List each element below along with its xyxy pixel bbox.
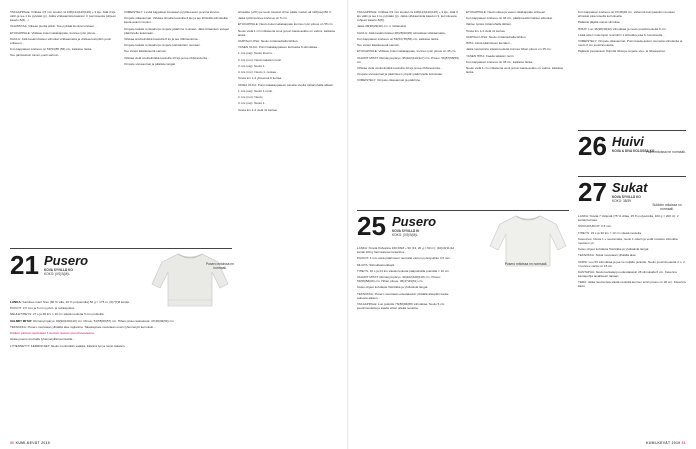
paragraph: silmukka (+KK) ja neulo toiseksi viime pääle merkin all 120(lus)150 3. bbox=[238, 10, 332, 14]
paragraph: ETUKAPPALE: Neulo oikea ja vasen olkakappale erikseen. bbox=[466, 10, 547, 14]
gauge-text: TIHEYS: 23 s ja 30 krs = 10 cm sileää neuletta. bbox=[578, 230, 642, 235]
paragraph: Neulo vielä 1 cm mittaisena sivut ja kun kaula-aukko on valmis, katkaise lanka. bbox=[238, 28, 336, 37]
paragraph: 3. krs (oiq): Neulo 1. bbox=[238, 101, 266, 106]
image-caption: Pusero mitoissa nn normaali. bbox=[205, 262, 235, 271]
sizes-text bbox=[10, 319, 232, 323]
paragraph: Ompele kaitale rentoaksi ja ompele kainaloiden reunaan. bbox=[124, 43, 201, 48]
pattern-title: Pusero bbox=[44, 253, 89, 268]
paragraph: Tee toinen käänteisenä samoin. bbox=[124, 49, 167, 54]
pattern-subtitle: KOVA SYVILLÄ KI bbox=[392, 229, 420, 233]
pattern-number: 27 bbox=[578, 177, 607, 207]
paragraph: Toista krs 1-4 yhteensä 6 kertaa. bbox=[238, 76, 283, 81]
paragraph: Ompele olkasaumat. Virkkaa ohuella koukulla 6 kjs ja tee kiinteillä silmukoilla kaula-aukon reunus... bbox=[124, 16, 228, 25]
paragraph: Lisää sitten molempiin reunoihin 1 silmukka joka 6. kerroksella... bbox=[578, 32, 665, 37]
note-text: Katso ohjeet kohdasta Tekniikka ja yhdistävät langat. bbox=[357, 285, 429, 290]
instruction-text: Aloita pusero luomalla lyhennetyillä kerroksilla... bbox=[10, 337, 75, 342]
pattern-25-title-block bbox=[392, 215, 482, 237]
section-rule bbox=[357, 210, 569, 211]
paragraph: 2. krs (nur): Neulo. bbox=[238, 95, 264, 100]
value: Sandnes Garn Sisu (80 % villa, 20 % polyamidia) 50 g = 175 m, (6)7(7)8 kerää. bbox=[22, 300, 130, 304]
pattern-number: 25 bbox=[357, 211, 386, 241]
paragraph: 1. krs (oiq): Neulo 1 nurin. bbox=[238, 88, 274, 93]
paragraph: 2. krs (nur): Neulo takaisin nurin. bbox=[238, 57, 283, 62]
right-column-1 bbox=[357, 10, 459, 84]
pattern-21-details bbox=[10, 300, 232, 350]
materials-text: LANKA: Novita 7 Veljestä (75 % villaa, 25 % polyamidia, 100 g = 200 m): 2 kerää harmaa. bbox=[578, 214, 679, 223]
footer-title: KUMI-KEVÄT 2019 bbox=[15, 441, 50, 445]
paragraph: Toista krs 1-4 vielä 11 kertaa. bbox=[466, 28, 506, 33]
gauge-text: NEULETIHEYS: 27 s ja 38 krs = 10 cm sileää neuletta 5 mm puikoilla. bbox=[10, 312, 105, 317]
paragraph: OIKEA OLKA: Poimi takakappaleen toiselta sivulta mittanuhalla alkaen. bbox=[238, 82, 335, 87]
pattern-subtitle: KOVA & DIVA KOLOSSA KO bbox=[612, 149, 655, 153]
paragraph: HIHAT: Luo 36(38)40(42) silmukkaa ja neulo joustinneuletta 6 cm. bbox=[578, 26, 667, 31]
footer-left bbox=[10, 441, 50, 445]
paragraph: 1. krs (oiq): Neulo kiverre... bbox=[238, 51, 275, 56]
paragraph: Jatka työtä kunnes korkeus on 5 cm. bbox=[238, 16, 288, 21]
paragraph: ETUKAPPALE: Virkkaa, kuten takakappale, kunnes työn pituus on 45 cm. bbox=[357, 49, 457, 54]
instruction-text: TERÄ: Jatka neulomista sileää neuletta kunnes terän pituus on 20 cm. Kavenna kärki. bbox=[578, 280, 686, 289]
label: VALMIIT MITAT: bbox=[10, 318, 33, 323]
pattern-title: Pusero bbox=[392, 214, 437, 229]
page-number: 51 bbox=[681, 441, 686, 445]
paragraph: Kun kappaleen korkeus on 47(48)49 cm, vähennä kumpaankin reunaan silmukat joka toisella kerroksella. bbox=[578, 10, 675, 19]
paragraph: YASEN HIHA: Kaada takaisin nurin. bbox=[466, 53, 515, 58]
paragraph: VARTALO-OSA: Neulo mittanauhalla lähtien. bbox=[238, 38, 299, 43]
pattern-27-details bbox=[578, 214, 686, 290]
right-column-3 bbox=[578, 10, 686, 56]
paragraph: Ompele kaitale rentoaksi ja ompele päärinne reunaan. Jätä rintaaukon sivujen päärinnelle kokonaan... bbox=[124, 26, 230, 35]
pattern-size: KOKO: (XS)S(M)L bbox=[44, 272, 71, 277]
paragraph: Ompele sivusaumat ja päärinteen ympäri päärinnelle kokonaan. bbox=[357, 72, 444, 77]
paragraph: ETUKAPPALE: Neulo kuten takakappale kunnes työn pituus on 55 cm. bbox=[238, 22, 334, 27]
sweater-image bbox=[488, 212, 568, 268]
pattern-26-header bbox=[578, 133, 607, 159]
paragraph: VIIMEISTELY: Ompele olkasaumat ja päärinne. bbox=[357, 78, 421, 83]
left-column-2 bbox=[124, 10, 232, 68]
paragraph: Neulo vielä 1 cm mittaisena sivut ja kun kaula-aukko on valmis, katkaise lanka. bbox=[466, 66, 564, 75]
paragraph: Päättele joustavasti. Kiinnitä hihat ja ompele sivu- ja hihasaumat. bbox=[578, 49, 666, 54]
instruction-text: KANTAPÄÄ: Neulo kantalappu edestakaisin 28 silmukalla 6 cm. Kavenna kantapohja tavalliseen tapaan. bbox=[578, 269, 677, 278]
technique-text: TEKNIIKKA: Pusero neulotaan edestakaisin ylhäältä alaspäin kaula-aukosta alkaen... bbox=[357, 291, 449, 300]
needles-text: PUIKOT: 3,5 mm ja 5 mm pyörö- ja sukkapuikot. bbox=[10, 306, 76, 311]
pattern-25-details bbox=[357, 246, 459, 312]
pattern-size: KOKO: 38/39 bbox=[612, 199, 631, 204]
pattern-subtitle: KOVA SYVILLÄ KO bbox=[612, 195, 641, 199]
paragraph: Valitse työsta mittanuhalla lähtien. bbox=[466, 22, 512, 27]
instruction-text: TAKAAPPALE: Luo puikolle 76(80)84(88) silmukkaa. Neulo 5 cm joustinneuletta ja kaada sitten sileää neuletta. bbox=[357, 301, 445, 310]
sizes-text: VALMIIT MITAT: Rinnanympärys: 90(102)108(118) cm. Pituus: 54(56)58(60) cm. Hihan pituus: 45(47)49(51) cm. bbox=[357, 274, 441, 284]
paragraph: VARTALO-OSA: Neulo mittanauhalla lähtien. bbox=[466, 34, 527, 39]
paragraph: KAULA: Jätä keskimmäiset 28(28)30(30) silmukkaa virkkaamatta... bbox=[357, 30, 448, 35]
pattern-21-title-block bbox=[44, 254, 144, 276]
instruction-text: LYHENNETYT KERROKSET: Neulo merkintään saakka, käännä työ ja neulo takaisin. bbox=[10, 343, 126, 348]
paragraph: YASEN OLKA: Poimi takakappaleen kulmasta 6 silmukkaa... bbox=[238, 45, 320, 50]
technique-text: TEKNIIKKA: Pusero neulotaan ylhäältä alas raglanina. Takakappale neulotaan ensin lyhennetyin kerroksin... bbox=[10, 324, 156, 329]
paragraph: Kun kappaleen korkeus on 53(54) 55(56) cm, katkaise lanka. bbox=[357, 36, 440, 41]
paragraph: Virkkaa sivuhelmikkä koukulla 8 ks ja tee ribbineulonta... bbox=[124, 36, 200, 41]
paragraph: Ompele sivusaumat ja päättele langat. bbox=[124, 61, 176, 66]
pattern-27-title-block bbox=[612, 181, 686, 203]
paragraph: Tee päinvastoin toinen puoli samoin. bbox=[10, 53, 60, 58]
pattern-title: Sukat bbox=[612, 180, 648, 195]
pattern-number: 21 bbox=[10, 250, 39, 280]
left-column-1 bbox=[10, 10, 118, 60]
paragraph: VIIMEISTELY: Levitä kappaleet kosteaan pyyhkeeseen ja anna kuivua. bbox=[124, 10, 220, 14]
paragraph: TAKAAPPALE: Virkkaa 4,5 mm koukul- la 108(114)120(126) + 3 kjs. Jätä 3 kjs välin ja tee 1 ks pylvääö (p). Jatka virkkaamista kaavion 3. kerroksesta (ohjeen kaavio 8(8)). bbox=[357, 10, 458, 23]
paragraph: TAKAAPPALE: Virkkaa 4,5 mm koukul- la 108(114)120(126) + 3 kjs. Jätä 3 kjs välin ja tee 1 ks pylvääö (p). Jatka virkkaamista kaavion 3. kerroksesta (ohjeen kaavio 8(8)...) bbox=[10, 10, 117, 23]
instruction-text: VARSI: Luo 56 silmukkaa ja jaa ne neljälle puikolle. Neulo joustinneuletta 2 o, 2 n kunnes vartta on 15 cm. bbox=[578, 259, 685, 268]
paragraph: HIHA: Aloita käänteisen kiertäen... bbox=[466, 41, 513, 46]
paragraph: Virkkaa vielä sivuhelmikkä koukulla 10 kjs ja tee ribbineulonta... bbox=[357, 65, 443, 70]
right-column-2 bbox=[466, 10, 570, 76]
page-number: 50 bbox=[10, 441, 15, 445]
footer-right bbox=[646, 441, 686, 445]
footer-title: KUMI-KEVÄT 2019 bbox=[646, 441, 681, 445]
pattern-number: 26 bbox=[578, 131, 607, 161]
decrease-text: Kavennus: Nosta 1 s neulomatta, neulo 1 oikein ja vedä nostettu silmukka neulotun yli. bbox=[578, 236, 678, 245]
pattern-size: KOKO: (XS)S(M)L bbox=[392, 233, 419, 238]
value: Rinnanympärys: 80(90)100(110) cm. Pituus: 54(55)56(57) cm. Hihan pituus kainalosta: 47(48)49(50) cm. bbox=[33, 318, 175, 323]
left-column-3 bbox=[238, 10, 342, 114]
materials-text bbox=[10, 300, 232, 304]
paragraph: Tee toinen käänteisenä samoin. bbox=[357, 43, 400, 48]
label: LANKA: bbox=[10, 300, 22, 304]
image-caption: Sukkien mitoissa nn normaali. bbox=[652, 203, 682, 212]
paragraph: Kun kappaleen korkeus on 48 cm, katkaise lanka. bbox=[466, 59, 534, 64]
technique-text: TEKNIIKKA: Sukat neulotaan ylhäältä alas. bbox=[578, 253, 637, 258]
note-text: Katso ohjeet kohdasta Tekniikka ja yhdistävät langat. bbox=[578, 247, 650, 252]
paragraph: Virkkaa vielä sivuhelmikkä koukulla 10 kjs ja tee ribbineulonta... bbox=[124, 55, 210, 60]
section-rule bbox=[10, 248, 232, 249]
materials-text: LANKA: Novita Kidvanna 100 PAM + 50 (13, 20 g = 60 m): (10)10(11)12 kerää 100 g harmaaresenoraarima... bbox=[357, 246, 455, 255]
image-caption: Pusero mitoissa nn normaali. bbox=[504, 262, 548, 266]
paragraph: Päättele jäljellä olevat silmukat. bbox=[578, 20, 621, 25]
paragraph: Kun kappaleen korkeus on 48 cm, päätä keskimmäiset silmukat. bbox=[466, 16, 553, 21]
needles-text: PUIKOT: 4 mm sekä päärinteen reunoille varren pyöröpuikko 3,5 mm. bbox=[357, 256, 451, 261]
paragraph: 3. krs (oiq): Neulo 1. bbox=[238, 63, 266, 68]
paragraph: ETUKAPPALE: Virkkaa, kuten takakappale, kunnes työn pituus... bbox=[10, 30, 98, 35]
extras-text: MUUTA: Silmukkamerkkejä. bbox=[357, 262, 395, 267]
pattern-subtitle: KOVA SYVILLÄ KO bbox=[44, 268, 73, 272]
pattern-title: Huivi bbox=[612, 134, 644, 149]
page-gutter bbox=[347, 0, 349, 449]
paragraph: VIIMEISTELY: Ompele olkasaumat. Poimi kaula-aukon reunasta silmukoita ja neulo 2 cm joustinneuletta. bbox=[578, 38, 683, 48]
pattern-25-header bbox=[357, 213, 386, 239]
paragraph: VALMIIT MITAT: Rinnanympärys: 95(102)110(117) cm. Pituus: 56(57)58(59) cm. bbox=[357, 55, 459, 64]
pattern-27-header bbox=[578, 179, 607, 205]
paragraph: Jatka 38(38)39(40) cm: n mittaiseksi. bbox=[357, 24, 407, 29]
note-text: Kaiken pinnan neulotaan 1 kerran reunan joustinneuleena. bbox=[10, 331, 95, 336]
paragraph: VALMISTAA: Oikeaa puolta pitkin. Tee pylväät kuviota toistaen... bbox=[10, 24, 97, 29]
paragraph: 4. krs (nur): Neulo 1, nostaa... bbox=[238, 70, 279, 75]
gauge-text: TIHEYS: 16 s ja 23 krs sileää neuletta pääpuikoilla puikoilla = 10 cm. bbox=[357, 268, 450, 273]
paragraph: KAULA: Jätä keskimmäiset silmukat virkkaamatta ja virkkaa kumpikin puoli erikseen... bbox=[10, 36, 111, 45]
needles-text: SUKKAPUIKOT: 3,5 mm. bbox=[578, 224, 613, 229]
image-caption: Huivi mitoissa nn normaali. bbox=[646, 150, 686, 154]
paragraph: Toista krs 1-4 vielä 11 kertaa. bbox=[238, 107, 278, 112]
paragraph: Kun kappaleen korkeus on 53(54)55 (56) cm, katkaise lanka. bbox=[10, 47, 93, 52]
paragraph: Jatka neulomista sileää neuletta kunnes hihan pituus on 45 cm. bbox=[466, 47, 552, 52]
